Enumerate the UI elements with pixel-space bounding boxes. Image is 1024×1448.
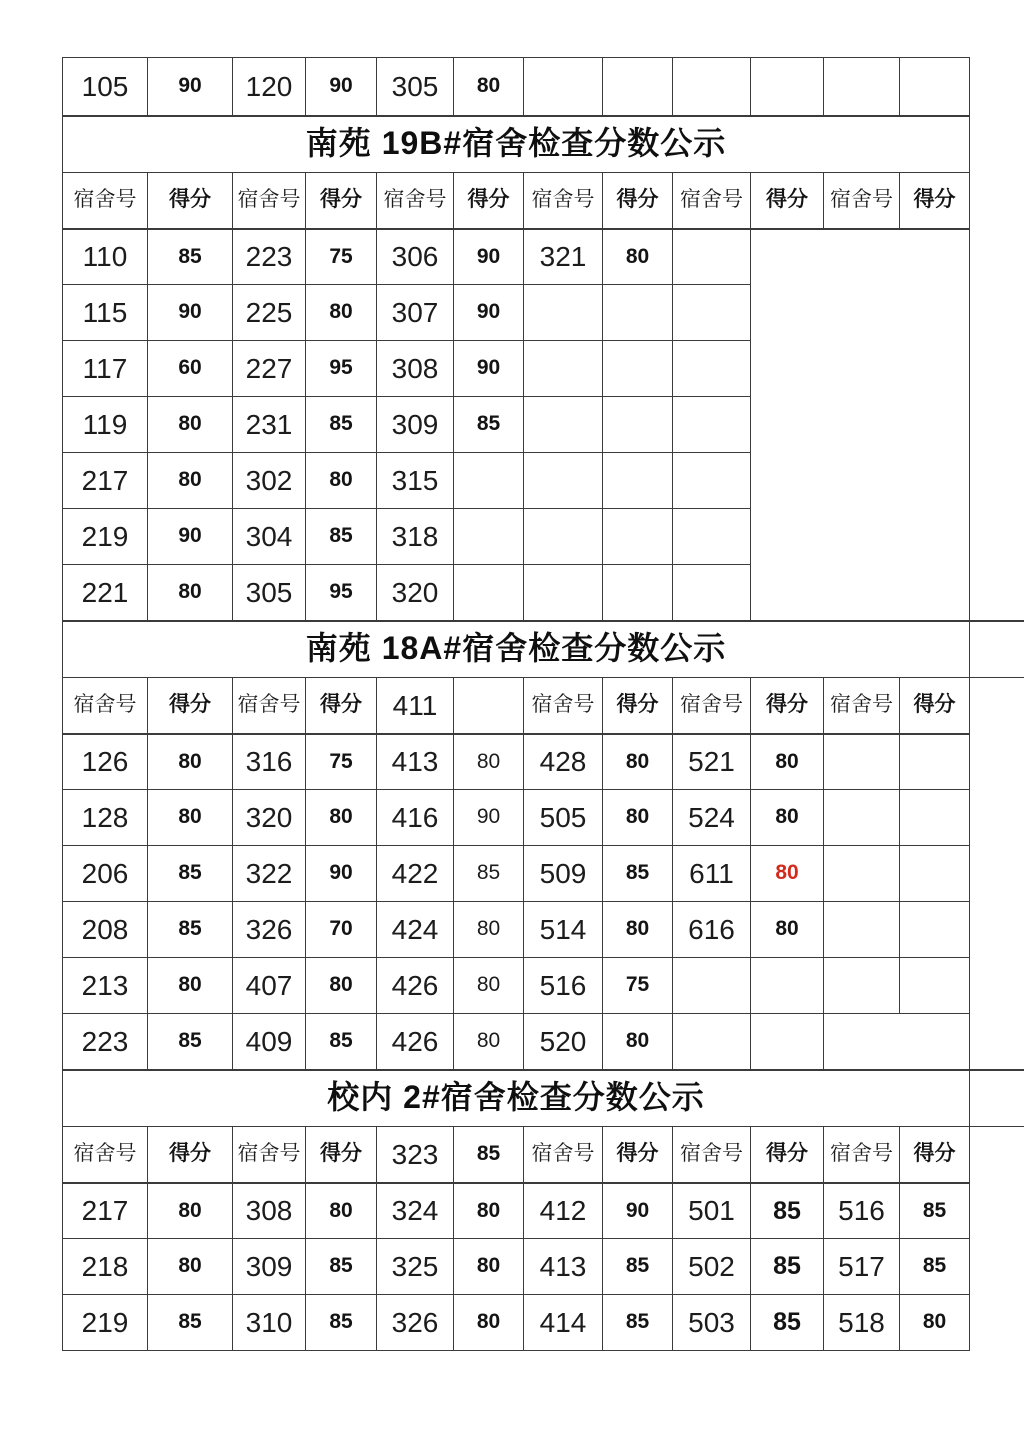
empty-cell xyxy=(673,397,751,453)
header-room-number: 宿舍号 xyxy=(673,1127,751,1183)
empty-cell xyxy=(603,397,673,453)
header-row xyxy=(63,678,1024,734)
room-number-cell: 208 xyxy=(63,902,148,958)
score-cell: 80 xyxy=(900,1295,970,1351)
empty-cell xyxy=(900,958,970,1014)
empty-cell xyxy=(900,790,970,846)
cropped-neighbor-cell xyxy=(970,285,1024,341)
empty-cell xyxy=(824,902,900,958)
score-cell: 80 xyxy=(306,285,377,341)
empty-cell xyxy=(603,285,673,341)
room-number-cell: 501 xyxy=(673,1183,751,1239)
empty-cell xyxy=(900,734,970,790)
empty-cell xyxy=(524,285,603,341)
cropped-neighbor-cell xyxy=(970,1239,1024,1295)
score-cell: 80 xyxy=(751,734,824,790)
header-room-number: 宿舍号 xyxy=(524,173,603,229)
section-title-row xyxy=(63,1070,1024,1127)
header-score: 得分 xyxy=(751,173,824,229)
room-number-cell: 110 xyxy=(63,229,148,285)
room-number-cell: 225 xyxy=(233,285,306,341)
score-cell: 85 xyxy=(148,229,233,285)
score-cell: 90 xyxy=(454,229,524,285)
room-number-cell: 115 xyxy=(63,285,148,341)
room-number-cell: 326 xyxy=(233,902,306,958)
cropped-neighbor-cell xyxy=(970,678,1024,734)
table-row xyxy=(63,1014,1024,1070)
header-score: 得分 xyxy=(148,173,233,229)
empty-cell xyxy=(751,1014,824,1070)
score-cell: 80 xyxy=(148,1183,233,1239)
room-number-cell: 213 xyxy=(63,958,148,1014)
score-cell: 85 xyxy=(306,397,377,453)
room-number-cell: 505 xyxy=(524,790,603,846)
header-room-number: 宿舍号 xyxy=(524,678,603,734)
header-room-number: 宿舍号 xyxy=(63,678,148,734)
room-number-cell: 320 xyxy=(377,565,454,621)
score-cell: 80 xyxy=(751,902,824,958)
header-score: 得分 xyxy=(306,1127,377,1183)
cropped-neighbor-cell xyxy=(970,397,1024,453)
room-number-cell: 428 xyxy=(524,734,603,790)
room-number-cell: 320 xyxy=(233,790,306,846)
empty-cell xyxy=(673,509,751,565)
room-number-cell: 128 xyxy=(63,790,148,846)
header-score: 得分 xyxy=(603,1127,673,1183)
header-score: 得分 xyxy=(603,678,673,734)
empty-cell xyxy=(673,58,751,116)
empty-cell xyxy=(524,565,603,621)
empty-cell xyxy=(603,453,673,509)
cropped-neighbor-cell xyxy=(970,1183,1024,1239)
header-room-number: 宿舍号 xyxy=(63,173,148,229)
room-number-cell: 514 xyxy=(524,902,603,958)
empty-cell xyxy=(824,58,900,116)
empty-cell xyxy=(673,229,751,285)
table-row xyxy=(63,734,1024,790)
score-cell: 85 xyxy=(148,846,233,902)
header-room-number: 宿舍号 xyxy=(233,678,306,734)
header-score: 得分 xyxy=(751,1127,824,1183)
empty-cell xyxy=(824,1014,970,1070)
score-cell: 85 xyxy=(306,509,377,565)
room-number-cell: 308 xyxy=(377,341,454,397)
room-number-cell: 307 xyxy=(377,285,454,341)
score-cell: 80 xyxy=(454,1239,524,1295)
empty-cell xyxy=(824,790,900,846)
score-cell: 85 xyxy=(306,1014,377,1070)
empty-cell xyxy=(673,285,751,341)
room-number-cell: 316 xyxy=(233,734,306,790)
score-cell: 80 xyxy=(148,565,233,621)
header-score: 得分 xyxy=(900,173,970,229)
table-row xyxy=(63,1295,1024,1351)
table-row xyxy=(63,790,1024,846)
score-cell: 80 xyxy=(148,1239,233,1295)
room-number-cell: 413 xyxy=(377,734,454,790)
score-cell: 75 xyxy=(306,229,377,285)
score-cell: 95 xyxy=(306,565,377,621)
cropped-neighbor-cell xyxy=(970,341,1024,397)
score-cell: 85 xyxy=(148,902,233,958)
room-number-cell: 227 xyxy=(233,341,306,397)
room-number-cell: 304 xyxy=(233,509,306,565)
score-cell: 80 xyxy=(751,846,824,902)
empty-cell xyxy=(824,846,900,902)
room-number-cell: 219 xyxy=(63,509,148,565)
empty-cell xyxy=(751,229,970,621)
cropped-neighbor-cell xyxy=(970,509,1024,565)
score-cell: 90 xyxy=(454,341,524,397)
score-cell: 80 xyxy=(306,1183,377,1239)
table-row xyxy=(63,958,1024,1014)
header-room-number: 宿舍号 xyxy=(524,1127,603,1183)
room-number-cell: 309 xyxy=(377,397,454,453)
empty-cell xyxy=(524,341,603,397)
score-cell: 80 xyxy=(603,790,673,846)
score-cell: 70 xyxy=(306,902,377,958)
empty-cell xyxy=(603,341,673,397)
empty-cell xyxy=(524,509,603,565)
room-number-cell: 302 xyxy=(233,453,306,509)
empty-cell xyxy=(751,58,824,116)
cropped-neighbor-cell xyxy=(970,58,1024,116)
room-number-cell: 315 xyxy=(377,453,454,509)
table-row xyxy=(63,58,1024,116)
cropped-neighbor-cell xyxy=(970,116,1024,173)
room-number-cell: 126 xyxy=(63,734,148,790)
empty-cell xyxy=(603,58,673,116)
header-room-number: 宿舍号 xyxy=(824,173,900,229)
room-number-cell: 412 xyxy=(524,1183,603,1239)
room-number-cell: 426 xyxy=(377,1014,454,1070)
empty-cell xyxy=(900,902,970,958)
section-title: 南苑 18A#宿舍检查分数公示 xyxy=(63,621,970,678)
header-score: 得分 xyxy=(148,678,233,734)
empty-cell xyxy=(900,58,970,116)
empty-cell xyxy=(673,565,751,621)
room-number-cell: 223 xyxy=(63,1014,148,1070)
room-number-cell: 119 xyxy=(63,397,148,453)
header-score: 得分 xyxy=(603,173,673,229)
empty-cell xyxy=(454,565,524,621)
room-number-cell: 325 xyxy=(377,1239,454,1295)
room-number-cell: 318 xyxy=(377,509,454,565)
room-number-cell: 324 xyxy=(377,1183,454,1239)
room-number-cell: 426 xyxy=(377,958,454,1014)
score-cell: 80 xyxy=(454,1183,524,1239)
cropped-neighbor-cell xyxy=(970,453,1024,509)
cropped-neighbor-cell xyxy=(970,790,1024,846)
dorm-score-table xyxy=(62,57,1024,1351)
score-cell: 85 xyxy=(148,1014,233,1070)
empty-cell xyxy=(603,509,673,565)
empty-cell xyxy=(603,565,673,621)
room-number-cell: 502 xyxy=(673,1239,751,1295)
header-score: 得分 xyxy=(148,1127,233,1183)
score-cell: 90 xyxy=(148,285,233,341)
room-number-cell: 323 xyxy=(377,1127,454,1183)
header-room-number: 宿舍号 xyxy=(233,173,306,229)
room-number-cell: 517 xyxy=(824,1239,900,1295)
room-number-cell: 206 xyxy=(63,846,148,902)
score-cell: 85 xyxy=(454,846,524,902)
empty-cell xyxy=(524,397,603,453)
header-room-number: 宿舍号 xyxy=(377,173,454,229)
room-number-cell: 308 xyxy=(233,1183,306,1239)
header-score: 得分 xyxy=(306,678,377,734)
score-cell: 90 xyxy=(306,846,377,902)
table-row xyxy=(63,229,1024,285)
table-row xyxy=(63,902,1024,958)
header-row xyxy=(63,173,1024,229)
room-number-cell: 509 xyxy=(524,846,603,902)
section-title-row xyxy=(63,621,1024,678)
empty-cell xyxy=(751,958,824,1014)
cropped-neighbor-cell xyxy=(970,1070,1024,1127)
score-cell: 90 xyxy=(306,58,377,116)
room-number-cell: 306 xyxy=(377,229,454,285)
room-number-cell: 321 xyxy=(524,229,603,285)
room-number-cell: 326 xyxy=(377,1295,454,1351)
section-title: 南苑 19B#宿舍检查分数公示 xyxy=(63,116,970,173)
score-cell: 90 xyxy=(148,509,233,565)
room-number-cell: 305 xyxy=(377,58,454,116)
header-score: 得分 xyxy=(306,173,377,229)
cropped-neighbor-cell xyxy=(970,1295,1024,1351)
score-cell: 85 xyxy=(454,397,524,453)
room-number-cell: 322 xyxy=(233,846,306,902)
cropped-neighbor-cell xyxy=(970,734,1024,790)
score-cell: 60 xyxy=(148,341,233,397)
room-number-cell: 616 xyxy=(673,902,751,958)
score-cell: 80 xyxy=(306,790,377,846)
empty-cell xyxy=(673,453,751,509)
table-row xyxy=(63,1183,1024,1239)
room-number-cell: 518 xyxy=(824,1295,900,1351)
room-number-cell: 117 xyxy=(63,341,148,397)
cropped-neighbor-cell xyxy=(970,173,1024,229)
header-room-number: 宿舍号 xyxy=(824,1127,900,1183)
score-cell: 75 xyxy=(603,958,673,1014)
score-cell: 90 xyxy=(148,58,233,116)
room-number-cell: 219 xyxy=(63,1295,148,1351)
score-cell: 85 xyxy=(751,1239,824,1295)
score-cell: 85 xyxy=(751,1183,824,1239)
score-cell: 80 xyxy=(148,397,233,453)
score-cell: 95 xyxy=(306,341,377,397)
header-row xyxy=(63,1127,1024,1183)
score-cell: 80 xyxy=(603,902,673,958)
table-row xyxy=(63,846,1024,902)
score-cell: 85 xyxy=(900,1183,970,1239)
room-number-cell: 310 xyxy=(233,1295,306,1351)
score-cell: 80 xyxy=(148,734,233,790)
score-cell: 80 xyxy=(603,229,673,285)
score-cell: 80 xyxy=(306,453,377,509)
score-cell: 80 xyxy=(454,58,524,116)
empty-cell xyxy=(454,453,524,509)
empty-cell xyxy=(673,958,751,1014)
cropped-neighbor-cell xyxy=(970,565,1024,621)
room-number-cell: 407 xyxy=(233,958,306,1014)
header-room-number: 宿舍号 xyxy=(673,678,751,734)
room-number-cell: 516 xyxy=(524,958,603,1014)
room-number-cell: 521 xyxy=(673,734,751,790)
empty-cell xyxy=(454,509,524,565)
score-cell: 80 xyxy=(454,902,524,958)
room-number-cell: 409 xyxy=(233,1014,306,1070)
score-cell: 85 xyxy=(454,1127,524,1183)
score-cell: 80 xyxy=(603,1014,673,1070)
score-cell: 80 xyxy=(148,453,233,509)
score-cell: 80 xyxy=(148,958,233,1014)
cropped-neighbor-cell xyxy=(970,1127,1024,1183)
score-cell: 80 xyxy=(306,958,377,1014)
room-number-cell: 231 xyxy=(233,397,306,453)
room-number-cell: 611 xyxy=(673,846,751,902)
cropped-neighbor-cell xyxy=(970,621,1024,678)
room-number-cell: 414 xyxy=(524,1295,603,1351)
room-number-cell: 416 xyxy=(377,790,454,846)
score-cell: 85 xyxy=(603,846,673,902)
room-number-cell: 218 xyxy=(63,1239,148,1295)
header-score: 得分 xyxy=(751,678,824,734)
room-number-cell: 105 xyxy=(63,58,148,116)
room-number-cell: 221 xyxy=(63,565,148,621)
score-cell: 85 xyxy=(751,1295,824,1351)
header-score: 得分 xyxy=(454,173,524,229)
empty-cell xyxy=(824,958,900,1014)
room-number-cell: 516 xyxy=(824,1183,900,1239)
room-number-cell: 424 xyxy=(377,902,454,958)
score-cell: 80 xyxy=(454,734,524,790)
score-cell: 80 xyxy=(751,790,824,846)
room-number-cell: 413 xyxy=(524,1239,603,1295)
score-cell: 80 xyxy=(454,1295,524,1351)
score-cell: 80 xyxy=(454,1014,524,1070)
score-cell: 85 xyxy=(306,1239,377,1295)
room-number-cell: 217 xyxy=(63,1183,148,1239)
room-number-cell: 422 xyxy=(377,846,454,902)
score-cell: 80 xyxy=(603,734,673,790)
empty-cell xyxy=(900,846,970,902)
cropped-neighbor-cell xyxy=(970,902,1024,958)
empty-cell xyxy=(454,678,524,734)
cropped-neighbor-cell xyxy=(970,958,1024,1014)
score-cell: 90 xyxy=(454,790,524,846)
empty-cell xyxy=(673,341,751,397)
score-cell: 80 xyxy=(454,958,524,1014)
table-row xyxy=(63,1239,1024,1295)
table-body xyxy=(63,58,1024,1351)
room-number-cell: 120 xyxy=(233,58,306,116)
empty-cell xyxy=(673,1014,751,1070)
cropped-neighbor-cell xyxy=(970,846,1024,902)
score-cell: 90 xyxy=(454,285,524,341)
cropped-neighbor-cell xyxy=(970,1014,1024,1070)
room-number-cell: 305 xyxy=(233,565,306,621)
room-number-cell: 309 xyxy=(233,1239,306,1295)
header-room-number: 宿舍号 xyxy=(673,173,751,229)
empty-cell xyxy=(824,734,900,790)
empty-cell xyxy=(524,58,603,116)
header-score: 得分 xyxy=(900,678,970,734)
room-number-cell: 524 xyxy=(673,790,751,846)
score-cell: 85 xyxy=(306,1295,377,1351)
score-cell: 85 xyxy=(603,1295,673,1351)
room-number-cell: 503 xyxy=(673,1295,751,1351)
score-cell: 80 xyxy=(148,790,233,846)
section-title: 校内 2#宿舍检查分数公示 xyxy=(63,1070,970,1127)
score-cell: 85 xyxy=(603,1239,673,1295)
empty-cell xyxy=(524,453,603,509)
room-number-cell: 520 xyxy=(524,1014,603,1070)
cropped-neighbor-cell xyxy=(970,229,1024,285)
room-number-cell: 411 xyxy=(377,678,454,734)
room-number-cell: 217 xyxy=(63,453,148,509)
header-room-number: 宿舍号 xyxy=(824,678,900,734)
score-cell: 85 xyxy=(900,1239,970,1295)
section-title-row xyxy=(63,116,1024,173)
score-cell: 85 xyxy=(148,1295,233,1351)
score-cell: 75 xyxy=(306,734,377,790)
room-number-cell: 223 xyxy=(233,229,306,285)
header-room-number: 宿舍号 xyxy=(63,1127,148,1183)
score-cell: 90 xyxy=(603,1183,673,1239)
header-room-number: 宿舍号 xyxy=(233,1127,306,1183)
header-score: 得分 xyxy=(900,1127,970,1183)
